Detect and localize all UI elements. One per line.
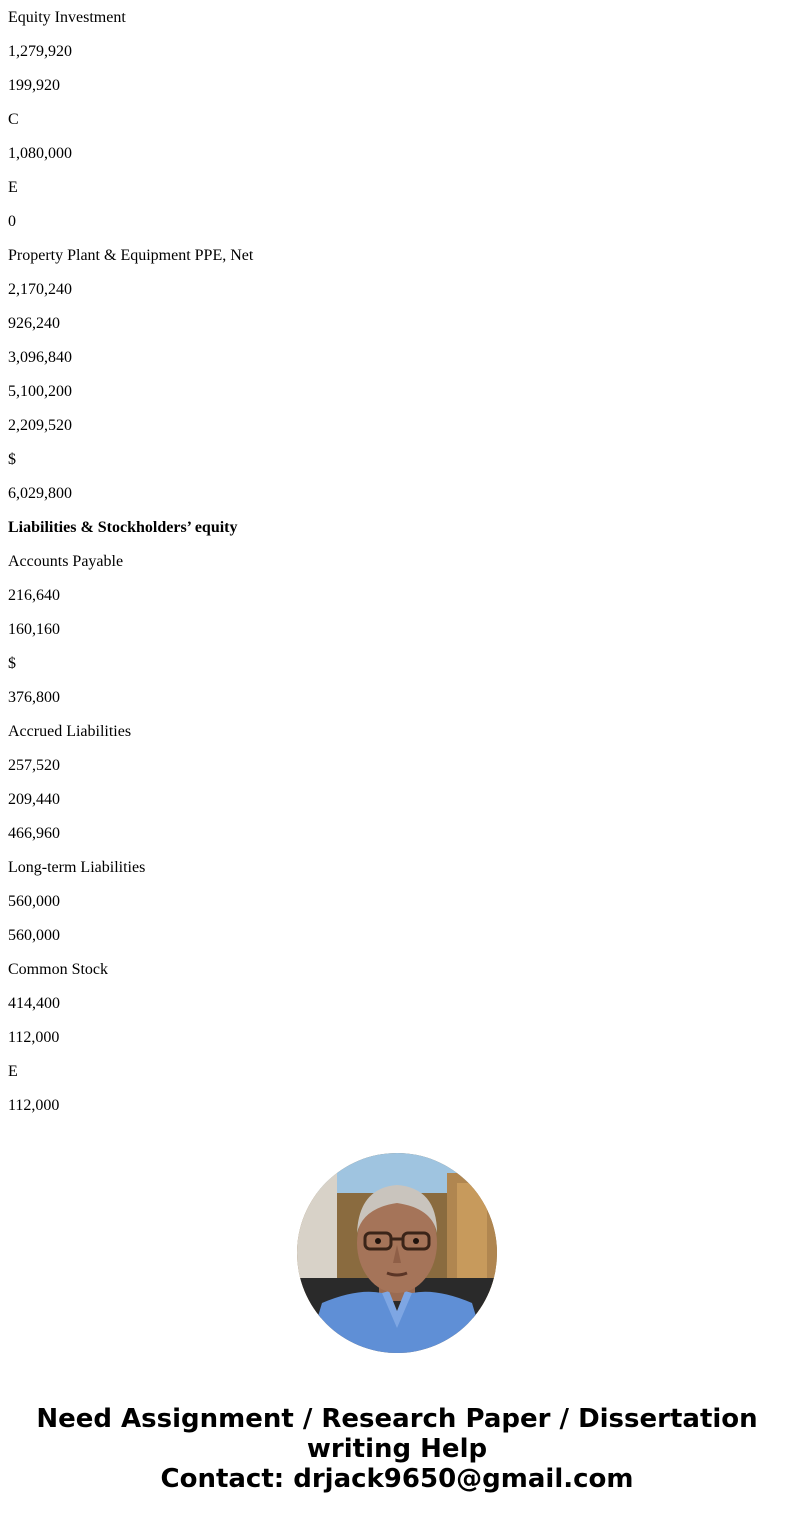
promo-line-1: Need Assignment / Research Paper / Dissertation (36, 1404, 758, 1434)
author-avatar (297, 1153, 497, 1353)
contact-banner (0, 1404, 794, 1494)
document-line: 0 (8, 213, 16, 230)
document-line: 3,096,840 (8, 349, 72, 366)
document-line: Property Plant & Equipment PPE, Net (8, 247, 254, 264)
document-line: 257,520 (8, 757, 60, 774)
document-line: 6,029,800 (8, 485, 72, 502)
document-line: 160,160 (8, 621, 60, 638)
document-line: 1,279,920 (8, 43, 72, 60)
document-line: 560,000 (8, 927, 60, 944)
promo-contact-email[interactable]: Contact: drjack9650@gmail.com (160, 1464, 634, 1494)
document-line: 2,209,520 (8, 417, 72, 434)
document-line: Accounts Payable (8, 553, 124, 570)
document-line: Accrued Liabilities (8, 723, 132, 740)
document-line: 1,080,000 (8, 145, 72, 162)
document-line: 560,000 (8, 893, 60, 910)
document-line: 216,640 (8, 587, 60, 604)
document-line: Equity Investment (8, 9, 126, 26)
document-line: Long-term Liabilities (8, 859, 146, 876)
document-line: E (8, 1063, 18, 1080)
document-line: 2,170,240 (8, 281, 72, 298)
document-line: $ (8, 451, 16, 468)
document-line: 112,000 (8, 1097, 60, 1114)
document-line: 112,000 (8, 1029, 60, 1046)
document-line: E (8, 179, 18, 196)
document-line: 414,400 (8, 995, 60, 1012)
document-line: 209,440 (8, 791, 60, 808)
section-heading: Liabilities & Stockholders’ equity (8, 519, 238, 536)
document-line: 926,240 (8, 315, 60, 332)
document-line: C (8, 111, 19, 128)
document-line: 376,800 (8, 689, 60, 706)
profile-photo-icon (297, 1153, 497, 1353)
document-line: Common Stock (8, 961, 109, 978)
promo-line-2: writing Help (306, 1434, 488, 1464)
document-line: $ (8, 655, 16, 672)
document-line: 466,960 (8, 825, 60, 842)
document-line: 5,100,200 (8, 383, 72, 400)
document-line: 199,920 (8, 77, 60, 94)
